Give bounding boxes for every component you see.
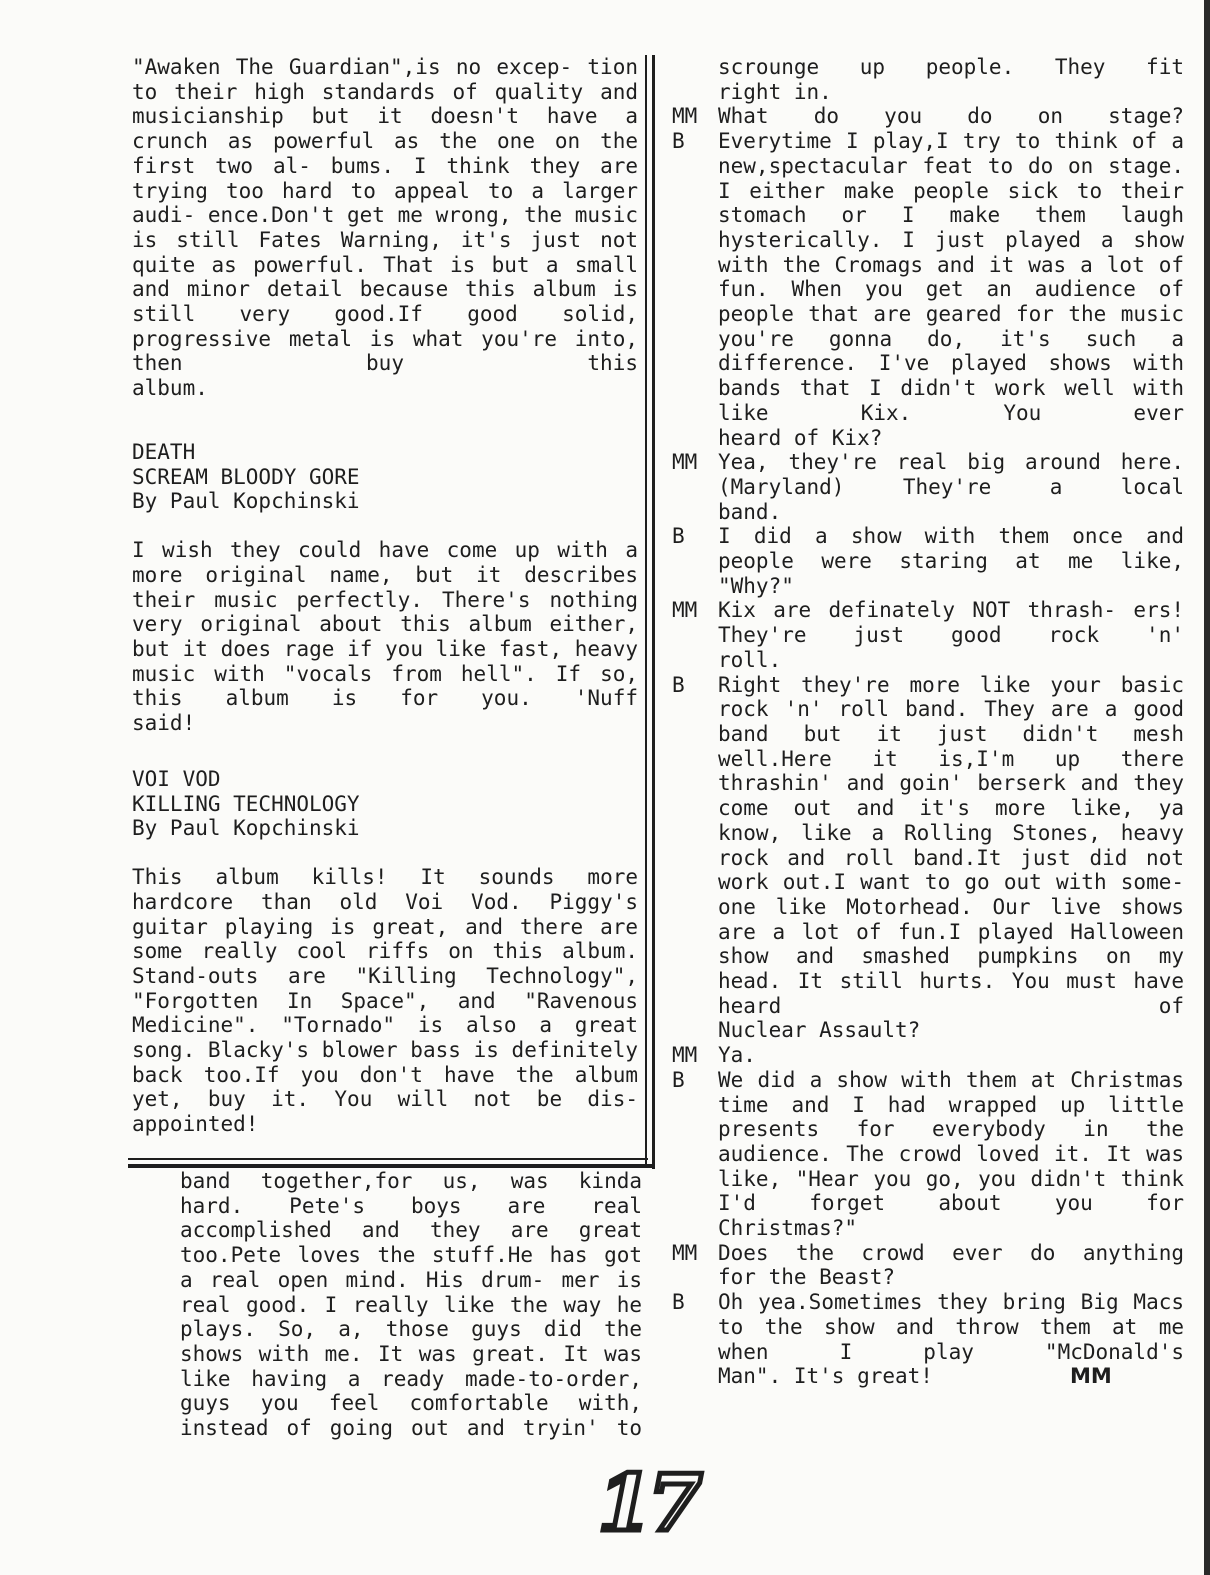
speaker-label: B	[672, 524, 685, 549]
review-album: SCREAM BLOODY GORE	[132, 464, 360, 489]
review-byline: By Paul Kopchinski	[132, 489, 360, 514]
dialogue-text-end: right in.	[718, 79, 832, 104]
dialogue-text: What do you do on stage?	[718, 104, 1184, 129]
dialogue-text-end: band.	[718, 499, 782, 524]
speaker-label: B	[672, 129, 685, 154]
dialogue-text-end: "Why?"	[718, 573, 794, 598]
review-death	[132, 440, 638, 736]
speaker-label: B	[672, 1067, 685, 1092]
dialogue-text-end: roll.	[718, 647, 782, 672]
review-voivod	[132, 767, 638, 1137]
dialogue-text-end: heard of Kix?	[718, 425, 883, 450]
dialogue-text: Oh yea.Sometimes they bring Big Macs to the show and throw them at me when I play "McDonald's	[718, 1290, 1184, 1364]
box-border-bottom-inner	[128, 1158, 648, 1160]
box-border-bottom-outer	[128, 1164, 655, 1168]
dialogue-intro	[672, 55, 1184, 104]
review-text-end: album.	[132, 376, 208, 401]
dialogue-text: I did a show with them once and people were staring at me like,	[718, 524, 1184, 574]
review-fates-warning	[132, 55, 638, 401]
speaker-label: MM	[672, 450, 698, 475]
review-text: This album kills! It sounds more hardcore than old Voi Vod. Piggy's guitar playing is great, and there are some really cool riffs on this album. Stand-outs are "Killing Technology", "Forgotten In Space", and "Ravenous Medicine". "Tornado" is also a great song. Blacky's blower bass is definitely back too.If you don't have the album yet, buy it. You will not be dis-	[132, 865, 638, 1112]
speaker-label: MM	[672, 598, 698, 623]
page-number-text: 17	[598, 1458, 699, 1549]
interview-dialogue	[672, 55, 1184, 1389]
dialogue-text-end: Nuclear Assault?	[718, 1018, 921, 1043]
dialogue-text-end: Christmas?"	[718, 1216, 858, 1241]
review-album: KILLING TECHNOLOGY	[132, 791, 360, 816]
dialogue-entry	[672, 1043, 1184, 1068]
dialogue-entry	[672, 450, 1184, 524]
review-text-end: said!	[132, 711, 196, 736]
review-byline: By Paul Kopchinski	[132, 816, 360, 841]
speaker-label: MM	[672, 104, 698, 129]
page-number	[588, 1458, 723, 1549]
dialogue-entry	[672, 524, 1184, 598]
speaker-label: MM	[672, 1043, 698, 1068]
dialogue-text-end: Ya.	[718, 1043, 756, 1068]
speaker-label: MM	[672, 1240, 698, 1265]
dialogue-entry	[672, 1241, 1184, 1290]
speaker-label: B	[672, 1290, 685, 1315]
dialogue-entry	[672, 1290, 1184, 1389]
review-band: VOI VOD	[132, 767, 221, 791]
dialogue-entry	[672, 673, 1184, 1044]
review-band: DEATH	[132, 440, 196, 464]
dialogue-text-end: Man". It's great!	[718, 1364, 933, 1389]
box-border-right-inner	[645, 55, 647, 1165]
review-text: I wish they could have come up with a more original name, but it describes their music perfectly. There's nothing very original about this album either, but it does rage if you like fast, heavy music with "vocals from hell". If so, this album is for you. 'Nuff	[132, 538, 638, 711]
dialogue-text: Yea, they're real big around here.(Maryland) They're a local	[718, 450, 1184, 499]
interview-continued	[180, 1169, 642, 1441]
dialogue-text: We did a show with them at Christmas time and I had wrapped up little presents for everybody in the audience. The crowd loved it. It was like, "Hear you go, you didn't think I'd forget about you for	[718, 1067, 1184, 1216]
dialogue-text: scrounge up people. They fit	[718, 55, 1184, 79]
dialogue-text: Everytime I play,I try to think of a new,spectacular feat to do on stage. I either make people sick to their stomach or I make them laugh hysterically. I just played a show with the Cromags and it was a lot of fun. When you get an audience of people that are geared for the music you're gonna do, it's such a difference. I've played shows with bands that I didn't work well with like Kix. You ever	[718, 129, 1184, 425]
dialogue-text-end: for the Beast?	[718, 1265, 896, 1290]
page-edge	[1204, 0, 1210, 1575]
dialogue-text: Right they're more like your basic rock 'n' roll band. They are a good band but it just didn't mesh well.Here it is,I'm up there thrashin' and goin' berserk and they come out and it's more like, ya know, like a Rolling Stones, heavy rock and roll band.It just did not work out.I want to go out with some- one like Motorhead. Our live shows are a lot of fun.I played Halloween show and smashed pumpkins on my head. It still hurts. You must have heard of	[718, 672, 1184, 1018]
review-text: "Awaken The Guardian",is no excep- tion to their high standards of quality and musicianship but it doesn't have a crunch as powerful as the one on the first two al- bums. I think they are trying too hard to appeal to a larger audi- ence.Don't get me wrong, the music is still Fates Warning, it's just not quite as powerful. That is but a small and minor detail because this album is still very good.If good solid, progressive metal is what you're into, then buy this	[132, 55, 638, 376]
dialogue-entry	[672, 104, 1184, 129]
dialogue-entry	[672, 129, 1184, 450]
dialogue-text: Kix are definately NOT thrash- ers! They're just good rock 'n'	[718, 598, 1184, 648]
dialogue-entry	[672, 598, 1184, 672]
dialogue-entry	[672, 1068, 1184, 1241]
signature: MM	[1070, 1364, 1112, 1389]
interview-text: band together,for us, was kinda hard. Pete's boys are real accomplished and they are great too.Pete loves the stuff.He has got a real open mind. His drum- mer is real good. I really like the way he plays. So, a, those guys did the shows with me. It was great. It was like having a ready made-to-order, guys you feel comfortable with, instead of going out and tryin' to	[180, 1169, 642, 1441]
speaker-label: B	[672, 672, 685, 697]
dialogue-text: Does the crowd ever do anything	[718, 1240, 1184, 1265]
review-text-end: appointed!	[132, 1112, 259, 1137]
box-border-right-outer	[652, 55, 655, 1169]
